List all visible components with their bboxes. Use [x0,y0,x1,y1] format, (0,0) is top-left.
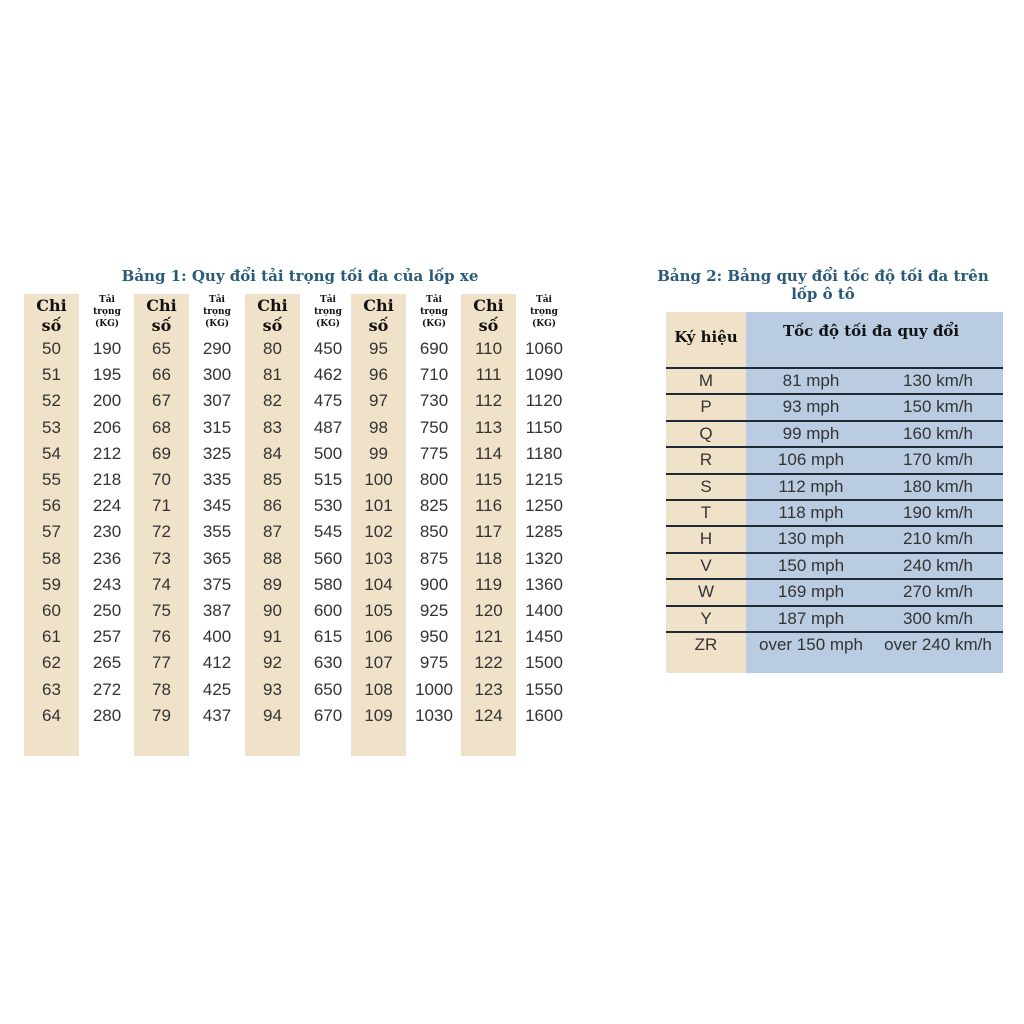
load-cell: 412 [202,653,232,673]
load-cell: 230 [92,522,122,542]
load-cell: 825 [419,496,449,516]
load-cell: 387 [202,601,232,620]
load-cell: 600 [313,601,343,620]
index-cell: 80 [263,339,282,358]
header-index: Chi số [363,296,394,335]
index-cell: 88 [263,548,282,568]
load-cell: 1000 [415,679,453,699]
index-cell: 118 [474,548,503,568]
load-cell: 218 [92,470,122,489]
load-cell: 437 [202,705,232,725]
index-cell: 69 [152,443,171,463]
symbol-cell: T [700,503,712,522]
index-cell: 98 [369,417,388,437]
index-cell: 75 [152,601,171,620]
load-cell: 243 [92,574,122,594]
mph-cell: 99 mph [782,423,840,443]
index-cell: 109 [364,705,393,725]
index-cell: 63 [42,679,61,699]
symbol-cell: Q [699,423,713,443]
mph-cell: over 150 mph [759,635,863,654]
load-cell: 1215 [525,470,563,489]
index-cell: 77 [152,653,171,673]
load-cell: 730 [419,391,449,411]
symbol-cell: ZR [694,635,718,654]
load-cell: 257 [92,627,122,647]
index-cell: 53 [42,417,61,437]
symbol-cell: M [698,371,714,390]
header-symbol: Ký hiệu [674,328,738,346]
header-load: Tải trọng (KG) [530,295,558,329]
load-cell: 850 [419,522,449,542]
mph-cell: 150 mph [777,555,845,575]
load-cell: 224 [92,496,122,516]
load-cell: 580 [313,574,343,594]
kmh-cell: 180 km/h [903,476,973,496]
load-cell: 670 [313,705,343,725]
load-cell: 775 [419,443,449,463]
load-cell: 500 [313,443,343,463]
index-cell: 96 [369,365,388,385]
index-cell: 90 [263,601,282,620]
load-cell: 206 [92,417,122,437]
load-cell: 200 [92,391,122,411]
load-cell: 345 [202,496,232,516]
index-cell: 120 [474,601,503,620]
load-cell: 875 [419,548,449,568]
row-divider [666,552,1003,554]
index-cell: 60 [42,601,61,620]
mph-cell: 187 mph [777,608,845,628]
kmh-cell: 150 km/h [903,397,973,417]
index-cell: 97 [369,391,388,411]
load-cell: 1180 [525,443,563,463]
index-cell: 111 [475,365,502,385]
index-cell: 115 [474,470,503,489]
index-cell: 84 [263,443,282,463]
row-divider [666,446,1003,448]
load-cell: 365 [202,548,232,568]
header-index: Chi số [146,296,177,335]
load-cell: 710 [419,365,449,385]
row-divider [666,367,1003,369]
index-cell: 82 [263,391,282,411]
row-divider [666,499,1003,501]
index-cell: 89 [263,574,282,594]
index-cell: 57 [42,522,61,542]
symbol-cell: W [697,582,715,602]
index-cell: 85 [263,470,282,489]
load-cell: 400 [202,627,232,647]
mph-cell: 112 mph [778,476,844,496]
load-cell: 290 [202,339,232,358]
header-index: Chi số [257,296,288,335]
kmh-cell: 130 km/h [903,371,973,390]
index-cell: 119 [474,574,503,594]
index-cell: 58 [42,548,61,568]
index-cell: 108 [364,679,393,699]
index-cell: 65 [152,339,171,358]
index-cell: 101 [364,496,393,516]
load-column [300,294,356,756]
header-load: Tải trọng (KG) [203,295,231,329]
kmh-cell: 170 km/h [903,450,973,470]
load-column [189,294,245,756]
index-cell: 117 [474,522,503,542]
row-divider [666,578,1003,580]
load-cell: 280 [92,705,122,725]
index-cell: 76 [152,627,171,647]
kmh-cell: 190 km/h [903,503,973,522]
load-cell: 265 [92,653,122,673]
load-cell: 975 [419,653,449,673]
index-cell: 106 [364,627,393,647]
load-cell: 335 [202,470,232,489]
index-column [24,294,79,756]
load-cell: 515 [313,470,343,489]
symbol-cell: H [699,529,713,549]
kmh-cell: 210 km/h [903,529,973,549]
header-index: Chi số [36,296,67,335]
index-cell: 56 [42,496,61,516]
mph-cell: 93 mph [782,397,840,417]
index-cell: 50 [42,339,61,358]
index-cell: 74 [152,574,171,594]
index-cell: 113 [474,417,503,437]
load-cell: 487 [313,417,343,437]
row-divider [666,473,1003,475]
symbol-cell: S [700,476,712,496]
load-cell: 630 [313,653,343,673]
load-index-table [24,262,576,756]
index-cell: 102 [364,522,393,542]
row-divider [666,420,1003,422]
load-cell: 195 [92,365,122,385]
index-cell: 86 [263,496,282,516]
load-cell: 475 [313,391,343,411]
load-cell: 212 [92,443,122,463]
load-cell: 1030 [415,705,453,725]
load-cell: 1400 [525,601,563,620]
load-cell: 325 [202,443,232,463]
index-cell: 62 [42,653,61,673]
row-divider [666,631,1003,633]
index-cell: 52 [42,391,61,411]
index-cell: 105 [364,601,393,620]
load-column [516,294,572,756]
load-cell: 1450 [525,627,563,647]
index-cell: 67 [152,391,171,411]
table1-title: Bảng 1: Quy đổi tải trọng tối đa của lốp xe [121,267,479,285]
symbol-cell: R [699,450,713,470]
load-column [79,294,135,756]
index-cell: 87 [263,522,282,542]
kmh-cell: over 240 km/h [884,635,992,654]
index-column [351,294,406,756]
load-cell: 462 [313,365,343,385]
index-cell: 92 [263,653,282,673]
load-cell: 560 [313,548,343,568]
mph-cell: 130 mph [777,529,845,549]
index-cell: 71 [152,496,171,516]
load-cell: 272 [92,679,122,699]
load-cell: 1550 [525,679,563,699]
load-cell: 690 [419,339,449,358]
load-cell: 1150 [525,417,563,437]
load-cell: 1285 [525,522,563,542]
load-cell: 650 [313,679,343,699]
load-cell: 375 [202,574,232,594]
load-cell: 950 [419,627,449,647]
load-column [406,294,462,756]
index-cell: 68 [152,417,171,437]
index-cell: 95 [369,339,388,358]
load-cell: 545 [313,522,343,542]
index-cell: 94 [263,705,282,725]
index-cell: 81 [263,365,282,385]
index-cell: 114 [474,443,503,463]
index-column [134,294,189,756]
index-cell: 51 [42,365,61,385]
load-cell: 1120 [525,391,563,411]
load-cell: 307 [202,391,232,411]
kmh-cell: 300 km/h [903,608,973,628]
index-cell: 55 [42,470,61,489]
load-cell: 530 [313,496,343,516]
load-cell: 1320 [525,548,563,568]
load-cell: 250 [92,601,122,620]
index-cell: 54 [42,443,61,463]
load-cell: 1600 [525,705,563,725]
kmh-cell: 160 km/h [903,423,973,443]
load-cell: 315 [202,417,232,437]
index-cell: 70 [152,470,171,489]
mph-cell: 118 mph [778,503,844,522]
index-cell: 112 [474,391,503,411]
symbol-cell: P [700,397,712,417]
index-cell: 104 [364,574,393,594]
speed-rating-table [656,262,1004,674]
load-cell: 1250 [525,496,563,516]
load-cell: 300 [202,365,232,385]
index-cell: 83 [263,417,282,437]
index-cell: 107 [364,653,393,673]
mph-cell: 106 mph [777,450,845,470]
index-cell: 124 [474,705,503,725]
header-load: Tải trọng (KG) [420,295,448,329]
index-column [461,294,516,756]
index-cell: 78 [152,679,171,699]
header-load: Tải trọng (KG) [93,295,121,329]
header-load: Tải trọng (KG) [314,295,342,329]
load-cell: 1360 [525,574,563,594]
index-cell: 123 [474,679,503,699]
index-cell: 79 [152,705,171,725]
load-cell: 925 [419,601,449,620]
index-cell: 73 [152,548,171,568]
index-cell: 99 [369,443,388,463]
load-cell: 800 [419,470,449,489]
row-divider [666,525,1003,527]
table2-title: Bảng 2: Bảng quy đổi tốc độ tối đa trên lốp ô tô [657,267,989,303]
load-cell: 900 [419,574,449,594]
mph-cell: 81 mph [782,371,840,390]
load-cell: 615 [313,627,343,647]
index-cell: 100 [364,470,393,489]
symbol-cell: Y [700,608,712,628]
load-cell: 450 [313,339,343,358]
index-cell: 121 [474,627,503,647]
index-cell: 116 [474,496,503,516]
index-cell: 66 [152,365,171,385]
load-cell: 1500 [525,653,563,673]
index-cell: 103 [364,548,393,568]
load-cell: 1060 [525,339,563,358]
index-column [245,294,300,756]
load-cell: 355 [202,522,232,542]
kmh-cell: 240 km/h [903,555,973,575]
index-cell: 61 [42,627,61,647]
load-cell: 1090 [525,365,563,385]
header-speed: Tốc độ tối đa quy đổi [782,322,960,340]
kmh-cell: 270 km/h [903,582,973,602]
index-cell: 110 [474,339,503,358]
index-cell: 72 [152,522,171,542]
load-cell: 190 [92,339,122,358]
load-cell: 750 [419,417,449,437]
index-cell: 59 [42,574,61,594]
mph-cell: 169 mph [777,582,845,602]
index-cell: 64 [42,705,61,725]
index-cell: 93 [263,679,282,699]
load-cell: 236 [92,548,122,568]
load-cell: 425 [202,679,232,699]
index-cell: 122 [474,653,503,673]
index-cell: 91 [263,627,282,647]
header-index: Chi số [473,296,504,335]
row-divider [666,393,1003,395]
row-divider [666,605,1003,607]
symbol-cell: V [700,555,712,575]
